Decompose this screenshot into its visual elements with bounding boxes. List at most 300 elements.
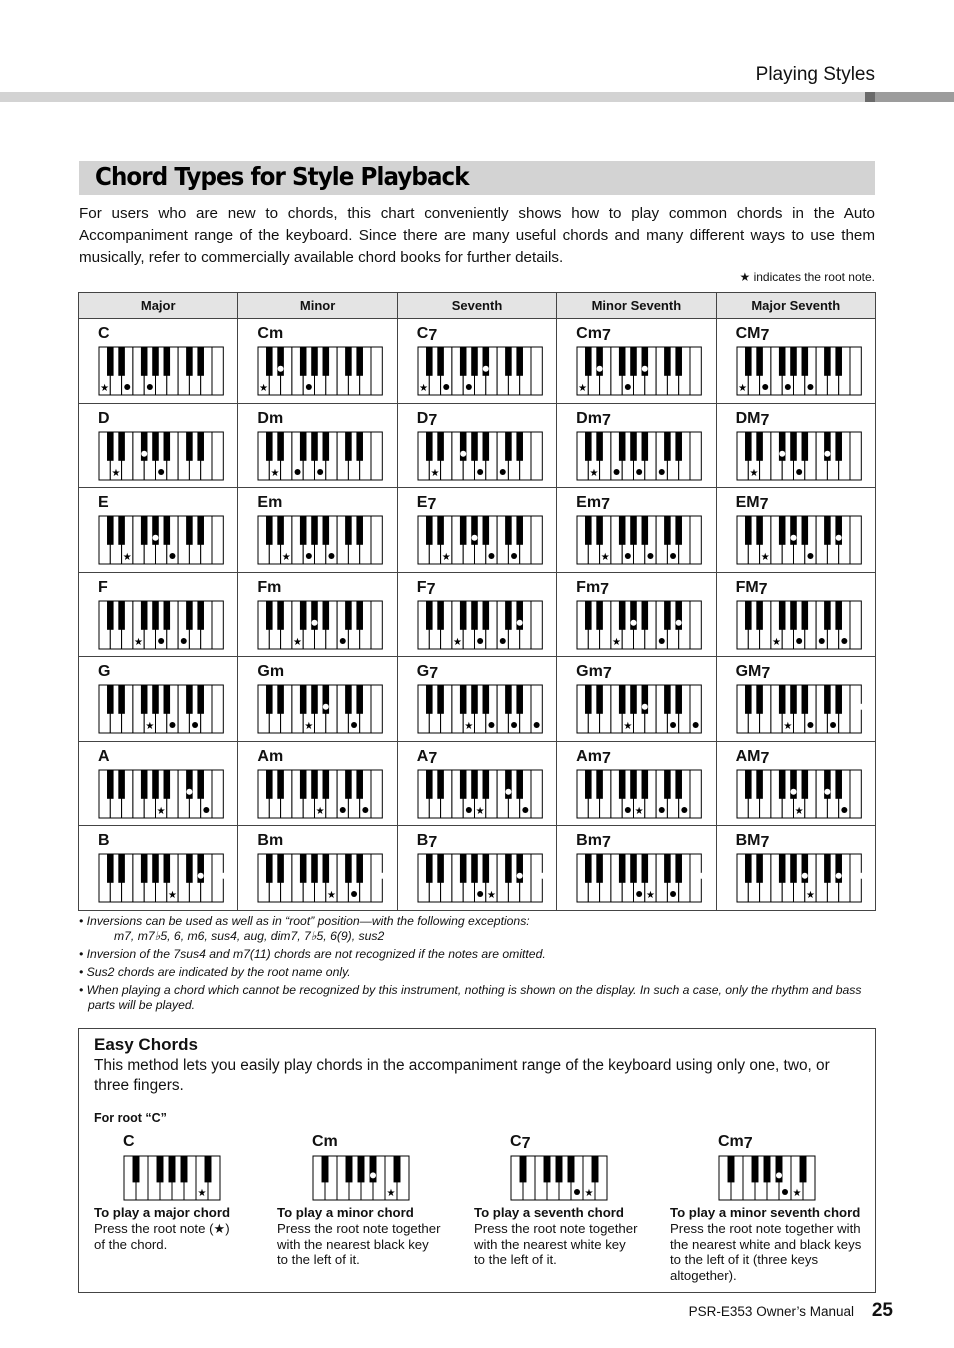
- black-key: [460, 854, 467, 883]
- black-key: [664, 347, 671, 376]
- black-key: [152, 770, 159, 799]
- note-dot-marker: [351, 891, 357, 897]
- black-key: [505, 685, 512, 714]
- chord-name-base: D: [416, 409, 429, 427]
- keyboard-diagram: [123, 1155, 221, 1201]
- chord-row: [79, 657, 876, 742]
- black-key: [370, 1156, 377, 1182]
- note-dot-marker: [488, 553, 494, 559]
- note-dot-marker: [511, 553, 517, 559]
- chord-name-base: CM: [735, 325, 761, 342]
- black-key: [800, 1156, 807, 1182]
- root-star-marker: ★: [259, 382, 269, 394]
- keyboard-diagram: [257, 431, 383, 481]
- chord-name-base: Dm: [576, 409, 602, 427]
- black-key: [300, 347, 307, 376]
- black-key: [437, 601, 444, 630]
- chord-cell: [557, 826, 716, 911]
- root-star-marker: ★: [327, 889, 337, 901]
- black-key: [676, 685, 683, 714]
- black-key: [556, 1156, 563, 1182]
- black-key: [312, 347, 319, 376]
- black-key: [505, 854, 512, 883]
- black-key: [745, 854, 752, 883]
- header-rule-end: [875, 92, 954, 102]
- chord-cell: [79, 319, 238, 404]
- note-dot-marker: [636, 891, 642, 897]
- chord-name-base: D: [98, 409, 110, 427]
- black-key: [745, 601, 752, 630]
- black-key: [164, 347, 171, 376]
- keyboard-diagram: [417, 431, 543, 481]
- chord-name: [736, 748, 770, 766]
- root-star-marker: ★: [612, 636, 622, 648]
- note-dot-marker: [670, 891, 676, 897]
- note-dot-marker: [488, 722, 494, 728]
- chord-name: [576, 325, 611, 343]
- white-key: [690, 770, 701, 818]
- black-key: [164, 770, 171, 799]
- black-key: [664, 601, 671, 630]
- note-dot-marker: [477, 891, 483, 897]
- black-key: [664, 854, 671, 883]
- black-key: [437, 685, 444, 714]
- keyboard-diagram: [417, 684, 543, 734]
- note-dot-marker: [500, 468, 506, 474]
- keyboard-diagram: [312, 1155, 410, 1201]
- white-key: [371, 516, 382, 564]
- chord-name-base: A: [98, 747, 110, 765]
- black-key: [801, 685, 808, 714]
- black-key: [426, 601, 433, 630]
- note-dot-marker: [516, 619, 522, 625]
- keyboard-diagram: [417, 853, 543, 903]
- black-key: [460, 516, 467, 545]
- note-item: [79, 914, 879, 944]
- white-key: [531, 516, 542, 564]
- chord-table: [78, 292, 876, 911]
- chord-name: [417, 579, 436, 597]
- black-key: [801, 601, 808, 630]
- note-dot-marker: [306, 553, 312, 559]
- white-key: [212, 432, 223, 480]
- white-key: [531, 770, 542, 818]
- note-dot-marker: [782, 1189, 788, 1195]
- chord-name: [257, 748, 283, 766]
- root-star-marker: ★: [600, 551, 610, 563]
- black-key: [278, 432, 285, 461]
- note-text: • Inversion of the 7sus4 and m7(11) chords are not recognized if the notes are omitted.: [79, 947, 546, 961]
- note-dot-marker: [642, 366, 648, 372]
- root-star-marker: ★: [737, 382, 747, 394]
- note-dot-marker: [522, 806, 528, 812]
- chord-name-base: Fm: [257, 578, 282, 596]
- chord-name-base: F: [98, 578, 108, 596]
- chord-name-suffix: 7: [760, 327, 770, 344]
- easy-chord-instruction: Press the root note together with the nearest white and black keys to the left of it (three keys altogether).: [670, 1221, 862, 1283]
- black-key: [118, 601, 125, 630]
- easy-chords-root-label: For root “C”: [94, 1111, 167, 1125]
- root-star-marker: ★: [111, 467, 121, 479]
- column-header-major-seventh: Major Seventh: [716, 293, 875, 319]
- black-key: [141, 854, 148, 883]
- easy-chords-title: Easy Chords: [94, 1035, 198, 1054]
- black-key: [516, 685, 523, 714]
- note-dot-marker: [776, 1172, 782, 1178]
- note-dot-marker: [824, 450, 830, 456]
- black-key: [152, 347, 159, 376]
- root-star-marker: ★: [623, 720, 633, 732]
- chord-name: [257, 410, 283, 428]
- black-key: [516, 347, 523, 376]
- black-key: [824, 516, 831, 545]
- white-key: [850, 347, 861, 395]
- black-key: [801, 516, 808, 545]
- note-dot-marker: [597, 366, 603, 372]
- black-key: [835, 601, 842, 630]
- black-key: [630, 516, 637, 545]
- note-dot-marker: [659, 806, 665, 812]
- note-dot-marker: [152, 535, 158, 541]
- chord-name-base: Cm: [576, 325, 602, 342]
- root-star-marker: ★: [100, 382, 110, 394]
- black-key: [141, 516, 148, 545]
- chord-name: [98, 494, 109, 512]
- black-key: [642, 432, 649, 461]
- note-dot-marker: [835, 535, 841, 541]
- black-key: [437, 770, 444, 799]
- black-key: [482, 685, 489, 714]
- black-key: [664, 770, 671, 799]
- black-key: [346, 1156, 353, 1182]
- black-key: [619, 516, 626, 545]
- keyboard-diagram: [257, 769, 383, 819]
- note-item: [79, 983, 879, 1013]
- chord-name: [576, 410, 611, 428]
- root-star-marker: ★: [418, 382, 428, 394]
- black-key: [505, 347, 512, 376]
- root-star-marker: ★: [441, 551, 451, 563]
- black-key: [471, 432, 478, 461]
- black-key: [642, 516, 649, 545]
- root-star-marker: ★: [304, 720, 314, 732]
- chord-name-base: C: [416, 325, 429, 342]
- white-key: [850, 601, 861, 649]
- note-dot-marker: [625, 553, 631, 559]
- keyboard-diagram: [736, 853, 862, 903]
- black-key: [619, 854, 626, 883]
- note-dot-marker: [203, 806, 209, 812]
- easy-chord-instruction: Press the root note (★) of the chord.: [94, 1221, 230, 1252]
- chord-name-base: Dm: [257, 409, 284, 427]
- chord-name-suffix: 7: [428, 749, 438, 767]
- root-star-marker: ★: [578, 382, 588, 394]
- chord-name: [736, 579, 768, 597]
- black-key: [266, 854, 273, 883]
- black-key: [300, 685, 307, 714]
- chord-name-base: Fm: [576, 578, 601, 596]
- chord-cell: [79, 741, 238, 826]
- black-key: [778, 685, 785, 714]
- chord-name: [576, 832, 611, 850]
- note-dot-marker: [807, 722, 813, 728]
- chord-cell: [716, 657, 875, 742]
- chord-name-base: Bm: [257, 832, 284, 849]
- note-exception-list: m7, m7♭5, 6, m6, sus4, aug, dim7, 7♭5, 6(9), sus2: [114, 929, 385, 943]
- easy-chord-name-base: C: [510, 1133, 522, 1150]
- black-key: [471, 601, 478, 630]
- chord-cell: [397, 826, 556, 911]
- chord-row: [79, 319, 876, 404]
- chord-row: [79, 826, 876, 911]
- chord-name-base: A: [416, 747, 429, 765]
- chord-cell: [716, 403, 875, 488]
- chord-cell: [716, 319, 875, 404]
- chord-cell: [716, 741, 875, 826]
- chord-name-suffix: 7: [758, 580, 768, 598]
- black-key: [745, 516, 752, 545]
- note-dot-marker: [477, 637, 483, 643]
- keyboard-diagram: [576, 346, 702, 396]
- black-key: [164, 601, 171, 630]
- black-key: [346, 432, 353, 461]
- black-key: [460, 770, 467, 799]
- root-star-marker: ★: [452, 636, 462, 648]
- chord-cell: [557, 319, 716, 404]
- note-dot-marker: [500, 637, 506, 643]
- root-star-marker: ★: [584, 1188, 594, 1199]
- keyboard-diagram: [417, 346, 543, 396]
- black-key: [186, 347, 193, 376]
- black-key: [619, 601, 626, 630]
- black-key: [323, 432, 330, 461]
- black-key: [312, 770, 319, 799]
- black-key: [107, 601, 114, 630]
- chord-cell: [79, 403, 238, 488]
- chord-row: [79, 741, 876, 826]
- black-key: [141, 770, 148, 799]
- keyboard-diagram: [576, 769, 702, 819]
- chord-name-base: B: [98, 832, 110, 849]
- chord-table-header: [79, 293, 876, 319]
- black-key: [482, 601, 489, 630]
- black-key: [835, 347, 842, 376]
- note-dot-marker: [306, 384, 312, 390]
- chord-name-base: Bm: [576, 832, 602, 849]
- chord-cell: [238, 657, 397, 742]
- keyboard-diagram: [98, 684, 224, 734]
- black-key: [756, 347, 763, 376]
- black-key: [664, 432, 671, 461]
- black-key: [164, 516, 171, 545]
- chord-name-suffix: 7: [600, 580, 610, 598]
- black-key: [266, 347, 273, 376]
- chord-row: [79, 403, 876, 488]
- chord-name-suffix: 7: [428, 327, 438, 344]
- root-star-marker: ★: [145, 720, 155, 732]
- root-star-marker: ★: [486, 889, 496, 901]
- black-key: [460, 601, 467, 630]
- black-key: [778, 854, 785, 883]
- black-key: [596, 432, 603, 461]
- note-dot-marker: [801, 873, 807, 879]
- white-key: [850, 770, 861, 818]
- black-key: [756, 770, 763, 799]
- root-star-marker: ★: [386, 1188, 396, 1199]
- black-key: [107, 432, 114, 461]
- keyboard-diagram: [98, 853, 224, 903]
- keyboard-diagram: [736, 515, 862, 565]
- chord-name: [417, 663, 438, 681]
- root-star-marker: ★: [782, 720, 792, 732]
- black-key: [801, 347, 808, 376]
- chord-name: [417, 748, 437, 766]
- black-key: [278, 770, 285, 799]
- keyboard-diagram: [257, 600, 383, 650]
- black-key: [346, 516, 353, 545]
- chord-name-suffix: 7: [428, 834, 438, 851]
- column-header-minor: Minor: [238, 293, 397, 319]
- chord-name: [576, 748, 611, 766]
- black-key: [357, 770, 364, 799]
- black-key: [118, 432, 125, 461]
- note-dot-marker: [340, 806, 346, 812]
- white-key: [212, 770, 223, 818]
- chord-cell: [238, 319, 397, 404]
- black-key: [460, 347, 467, 376]
- black-key: [186, 432, 193, 461]
- root-star-marker: ★: [464, 720, 474, 732]
- note-item: [79, 947, 879, 962]
- black-key: [141, 601, 148, 630]
- note-dot-marker: [181, 637, 187, 643]
- black-key: [619, 432, 626, 461]
- black-key: [482, 770, 489, 799]
- black-key: [197, 432, 204, 461]
- header-rule-marker: [865, 92, 875, 102]
- black-key: [596, 854, 603, 883]
- chord-cell: [397, 657, 556, 742]
- black-key: [585, 685, 592, 714]
- note-dot-marker: [682, 806, 688, 812]
- black-key: [437, 347, 444, 376]
- black-key: [756, 432, 763, 461]
- chord-name: [257, 663, 284, 681]
- black-key: [312, 516, 319, 545]
- root-star-marker: ★: [316, 805, 326, 817]
- black-key: [592, 1156, 599, 1182]
- note-item: [79, 965, 879, 980]
- column-header-minor-seventh: Minor Seventh: [557, 293, 716, 319]
- black-key: [357, 685, 364, 714]
- chord-name-base: BM: [735, 832, 761, 849]
- black-key: [835, 432, 842, 461]
- black-key: [596, 770, 603, 799]
- black-key: [197, 770, 204, 799]
- note-dot-marker: [141, 450, 147, 456]
- note-dot-marker: [796, 468, 802, 474]
- note-dot-marker: [516, 873, 522, 879]
- note-dot-marker: [648, 553, 654, 559]
- black-key: [426, 770, 433, 799]
- black-key: [516, 516, 523, 545]
- keyboard-diagram: [98, 600, 224, 650]
- chord-cell: [238, 826, 397, 911]
- black-key: [585, 347, 592, 376]
- chord-name-suffix: 7: [760, 411, 770, 429]
- black-key: [752, 1156, 759, 1182]
- easy-chord-name-suffix: 7: [521, 1135, 531, 1152]
- black-key: [676, 516, 683, 545]
- note-dot-marker: [818, 637, 824, 643]
- chord-name-base: G: [416, 663, 430, 680]
- black-key: [266, 601, 273, 630]
- chord-cell: [557, 488, 716, 573]
- chord-name-suffix: 7: [601, 327, 611, 344]
- chord-name-suffix: 7: [427, 496, 437, 513]
- easy-chord-name-base: Cm: [718, 1133, 744, 1150]
- black-key: [835, 770, 842, 799]
- black-key: [471, 347, 478, 376]
- root-star-marker: ★: [293, 636, 303, 648]
- easy-chord-heading: To play a seventh chord: [474, 1205, 624, 1220]
- note-dot-marker: [147, 384, 153, 390]
- chord-name-base: Cm: [257, 325, 284, 342]
- black-key: [764, 1156, 771, 1182]
- root-star-marker: ★: [760, 551, 770, 563]
- keyboard-diagram: [510, 1155, 608, 1201]
- black-key: [619, 770, 626, 799]
- black-key: [300, 432, 307, 461]
- black-key: [790, 601, 797, 630]
- black-key: [346, 770, 353, 799]
- black-key: [118, 854, 125, 883]
- black-key: [426, 347, 433, 376]
- black-key: [437, 516, 444, 545]
- black-key: [824, 854, 831, 883]
- black-key: [141, 347, 148, 376]
- chord-name-suffix: 7: [601, 834, 611, 851]
- black-key: [630, 685, 637, 714]
- column-header-seventh: Seventh: [397, 293, 556, 319]
- keyboard-diagram: [98, 346, 224, 396]
- black-key: [801, 432, 808, 461]
- keyboard-diagram: [736, 431, 862, 481]
- note-dot-marker: [466, 806, 472, 812]
- black-key: [676, 347, 683, 376]
- black-key: [778, 347, 785, 376]
- black-key: [642, 601, 649, 630]
- chord-name-base: Am: [576, 747, 602, 765]
- note-dot-marker: [169, 553, 175, 559]
- white-key: [850, 432, 861, 480]
- black-key: [312, 854, 319, 883]
- note-dot-marker: [807, 553, 813, 559]
- black-key: [357, 347, 364, 376]
- black-key: [790, 685, 797, 714]
- black-key: [642, 770, 649, 799]
- note-dot-marker: [670, 553, 676, 559]
- black-key: [790, 854, 797, 883]
- note-text: • Sus2 chords are indicated by the root name only.: [79, 965, 351, 979]
- notes-list: [79, 914, 879, 1016]
- chord-name-suffix: 7: [601, 749, 611, 767]
- chord-cell: [716, 488, 875, 573]
- note-dot-marker: [460, 450, 466, 456]
- keyboard-diagram: [576, 515, 702, 565]
- root-star-marker: ★: [475, 805, 485, 817]
- black-key: [266, 516, 273, 545]
